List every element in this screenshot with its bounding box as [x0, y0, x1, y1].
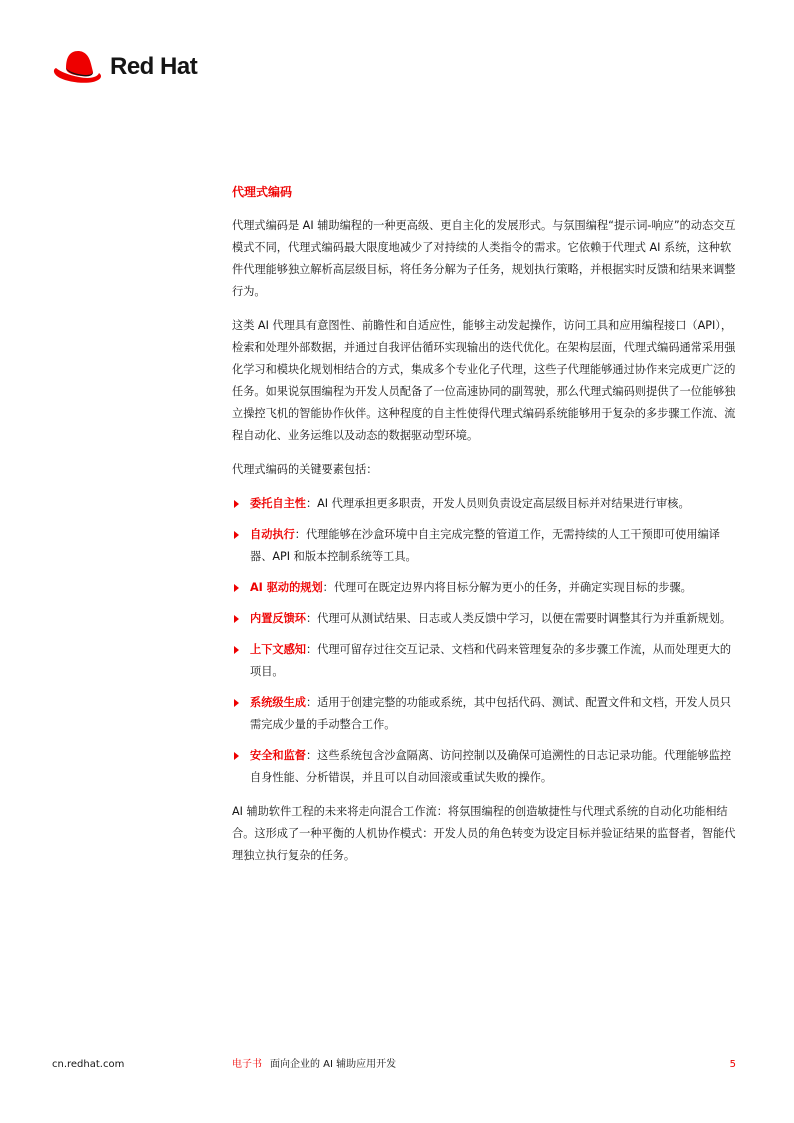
list-item-term: 上下文感知 — [250, 643, 306, 656]
list-item-text: ：代理能够在沙盒环境中自主完成完整的管道工作，无需持续的人工干预即可使用编译器、API 和版本控制系统等工具。 — [250, 528, 720, 563]
list-item-term: AI 驱动的规划 — [250, 581, 323, 594]
footer-url-link[interactable]: cn.redhat.com — [52, 1059, 125, 1070]
paragraph: 代理式编码的关键要素包括： — [232, 463, 378, 476]
list-item-term: 内置反馈环 — [250, 612, 306, 625]
list-item-text: ：代理可留存过往交互记录、文档和代码来管理复杂的多步骤工作流，从而处理更大的项目。 — [250, 643, 732, 678]
logo-wordmark: Red Hat — [110, 53, 198, 80]
key-elements-list — [232, 493, 742, 789]
list-item-term: 安全和监督 — [250, 749, 306, 762]
triangle-bullet-icon — [234, 531, 239, 539]
triangle-bullet-icon — [234, 752, 239, 760]
list-item-term: 委托自主性 — [250, 497, 306, 510]
triangle-bullet-icon — [234, 500, 239, 508]
triangle-bullet-icon — [234, 646, 239, 654]
list-item-term: 系统级生成 — [250, 696, 306, 709]
footer-title-text: 面向企业的 AI 辅助应用开发 — [270, 1059, 397, 1070]
paragraph: 这类 AI 代理具有意图性、前瞻性和自适应性，能够主动发起操作，访问工具和应用编程接口（API），检索和处理外部数据，并通过自我评估循环实现输出的迭代优化。在架构层面，代理式编码通常采用强化学习和模块化规划相结合的方式，集成多个专业化子代理，这些子代理能够通过协作来完成更广泛的任务。如果说氛围编程为开发人员配备了一位高速协同的副驾驶，那么代理式编码则提供了一位能够独立操控飞机的智能协作伙伴。这种程度的自主性使得代理式编码系统能够用于复杂的多步骤工作流、流程自动化、业务运维以及动态的数据驱动型环境。 — [232, 319, 736, 442]
triangle-bullet-icon — [234, 615, 239, 623]
list-item-text: ：代理可从测试结果、日志或人类反馈中学习，以便在需要时调整其行为并重新规划。 — [305, 612, 732, 625]
triangle-bullet-icon — [234, 699, 239, 707]
paragraph: 代理式编码是 AI 辅助编程的一种更高级、更自主化的发展形式。与氛围编程“提示词-响应”的动态交互模式不同，代理式编码最大限度地减少了对持续的人类指令的需求。它依赖于代理式 AI 系统，这种软件代理能够独立解析高层级目标，将任务分解为子任务，规划执行策略，并根据实时反馈和结果来调整行为。 — [232, 219, 736, 298]
list-item — [232, 493, 742, 515]
list-item-term: 自动执行 — [250, 528, 295, 541]
red-hat-logo — [52, 46, 197, 88]
list-item — [232, 524, 742, 568]
list-item-text: ：代理可在既定边界内将目标分解为更小的任务，并确定实现目标的步骤。 — [322, 581, 692, 594]
list-item — [232, 745, 742, 789]
page-number: 5 — [729, 1059, 736, 1070]
main-content — [232, 183, 742, 879]
list-item — [232, 577, 742, 599]
list-item-text: ：适用于创建完整的功能或系统，其中包括代码、测试、配置文件和文档，开发人员只需完成少量的手动整合工作。 — [250, 696, 732, 731]
red-hat-fedora-icon — [52, 48, 104, 86]
triangle-bullet-icon — [234, 584, 239, 592]
list-item — [232, 608, 742, 630]
footer-doc-title — [232, 1058, 396, 1072]
list-item-text: ：这些系统包含沙盒隔离、访问控制以及确保可追溯性的日志记录功能。代理能够监控自身性能、分析错误，并且可以自动回滚或重试失败的操作。 — [250, 749, 732, 784]
closing-paragraph: AI 辅助软件工程的未来将走向混合工作流：将氛围编程的创造敏捷性与代理式系统的自动化功能相结合。这形成了一种平衡的人机协作模式：开发人员的角色转变为设定目标并验证结果的监督者，智能代理独立执行复杂的任务。 — [232, 805, 736, 862]
list-item — [232, 692, 742, 736]
section-title: 代理式编码 — [232, 185, 293, 199]
footer-ebook-label: 电子书 — [232, 1059, 262, 1070]
list-item-text: ：AI 代理承担更多职责，开发人员则负责设定高层级目标并对结果进行审核。 — [305, 497, 690, 510]
list-item — [232, 639, 742, 683]
